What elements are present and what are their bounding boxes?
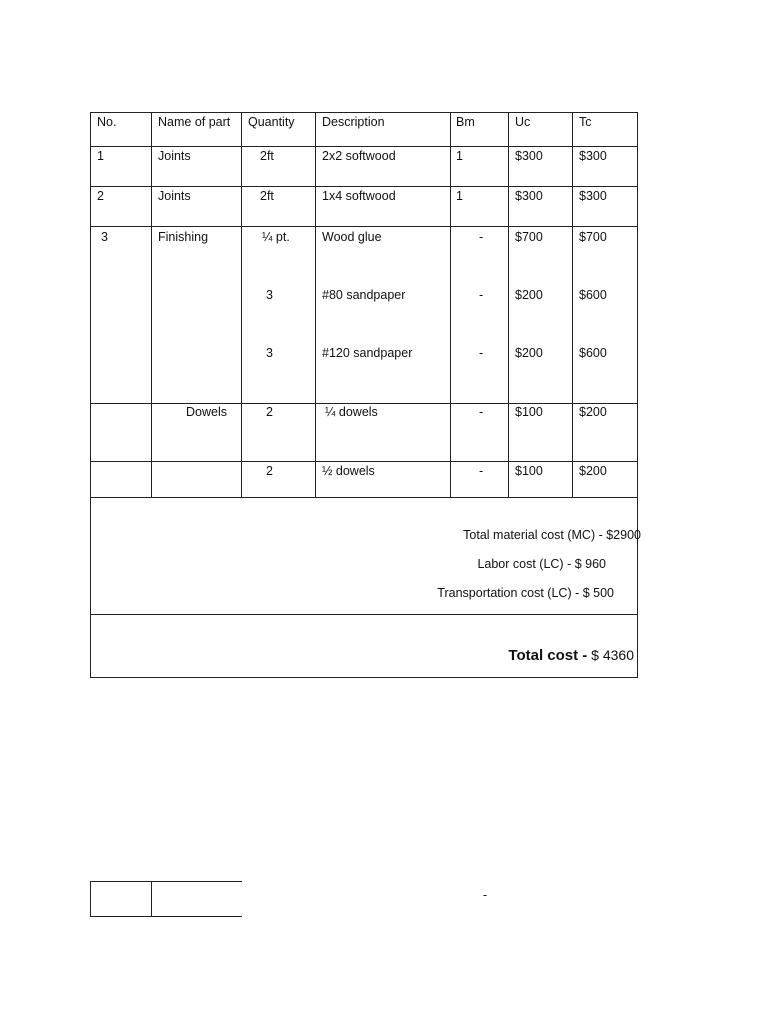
cell-quantity: ¼ pt. bbox=[262, 230, 290, 244]
header-bm: Bm bbox=[456, 115, 475, 129]
header-description: Description bbox=[322, 115, 385, 129]
cell-tc: $600 bbox=[579, 346, 607, 360]
header-quantity: Quantity bbox=[248, 115, 295, 129]
cell-quantity: 2ft bbox=[260, 189, 274, 203]
header-uc: Uc bbox=[515, 115, 531, 129]
footer-dash: - bbox=[483, 888, 488, 902]
cell-tc: $200 bbox=[579, 464, 607, 478]
cell-uc: $100 bbox=[515, 405, 543, 419]
cell-description: ½ dowels bbox=[322, 464, 375, 478]
cell-no: 1 bbox=[97, 149, 104, 163]
cell-bm: - bbox=[479, 405, 484, 419]
cell-name: Joints bbox=[158, 189, 191, 203]
cell-quantity: 3 bbox=[266, 288, 273, 302]
cell-name: Dowels bbox=[186, 405, 227, 419]
cell-no: 3 bbox=[101, 230, 108, 244]
labor-cost: Labor cost (LC) - $ 960 bbox=[477, 557, 606, 571]
cell-quantity: 2 bbox=[266, 464, 273, 478]
total-label: Total cost - bbox=[508, 647, 588, 664]
cell-quantity: 2 bbox=[266, 405, 273, 419]
cell-tc: $600 bbox=[579, 288, 607, 302]
cell-uc: $300 bbox=[515, 189, 543, 203]
cell-name: Finishing bbox=[158, 230, 209, 244]
cell-bm: - bbox=[479, 230, 484, 244]
cell-uc: $700 bbox=[515, 230, 543, 244]
cell-tc: $300 bbox=[579, 189, 607, 203]
header-tc: Tc bbox=[579, 115, 592, 129]
total-value: $ 4360 bbox=[591, 647, 634, 663]
header-name: Name of part bbox=[158, 115, 231, 129]
cell-uc: $200 bbox=[515, 346, 543, 360]
cell-description: ¼ dowels bbox=[325, 405, 378, 419]
cell-bm: - bbox=[479, 464, 484, 478]
cell-description: Wood glue bbox=[322, 230, 382, 244]
cell-bm: 1 bbox=[456, 149, 463, 163]
cell-no: 2 bbox=[97, 189, 104, 203]
cell-uc: $200 bbox=[515, 288, 543, 302]
cell-description: 1x4 softwood bbox=[322, 189, 396, 203]
cell-quantity: 3 bbox=[266, 346, 273, 360]
material-cost: Total material cost (MC) - $2900 bbox=[463, 528, 641, 542]
cell-name: Joints bbox=[158, 149, 191, 163]
cell-bm: - bbox=[479, 346, 484, 360]
cell-tc: $200 bbox=[579, 405, 607, 419]
cell-uc: $100 bbox=[515, 464, 543, 478]
cell-description: #120 sandpaper bbox=[322, 346, 413, 360]
transport-cost: Transportation cost (LC) - $ 500 bbox=[437, 586, 614, 600]
cell-description: #80 sandpaper bbox=[322, 288, 406, 302]
cell-bm: 1 bbox=[456, 189, 463, 203]
cell-uc: $300 bbox=[515, 149, 543, 163]
header-no: No. bbox=[97, 115, 117, 129]
cell-tc: $300 bbox=[579, 149, 607, 163]
cell-tc: $700 bbox=[579, 230, 607, 244]
total-cost bbox=[508, 647, 634, 664]
cell-bm: - bbox=[479, 288, 484, 302]
cell-quantity: 2ft bbox=[260, 149, 274, 163]
cell-description: 2x2 softwood bbox=[322, 149, 396, 163]
